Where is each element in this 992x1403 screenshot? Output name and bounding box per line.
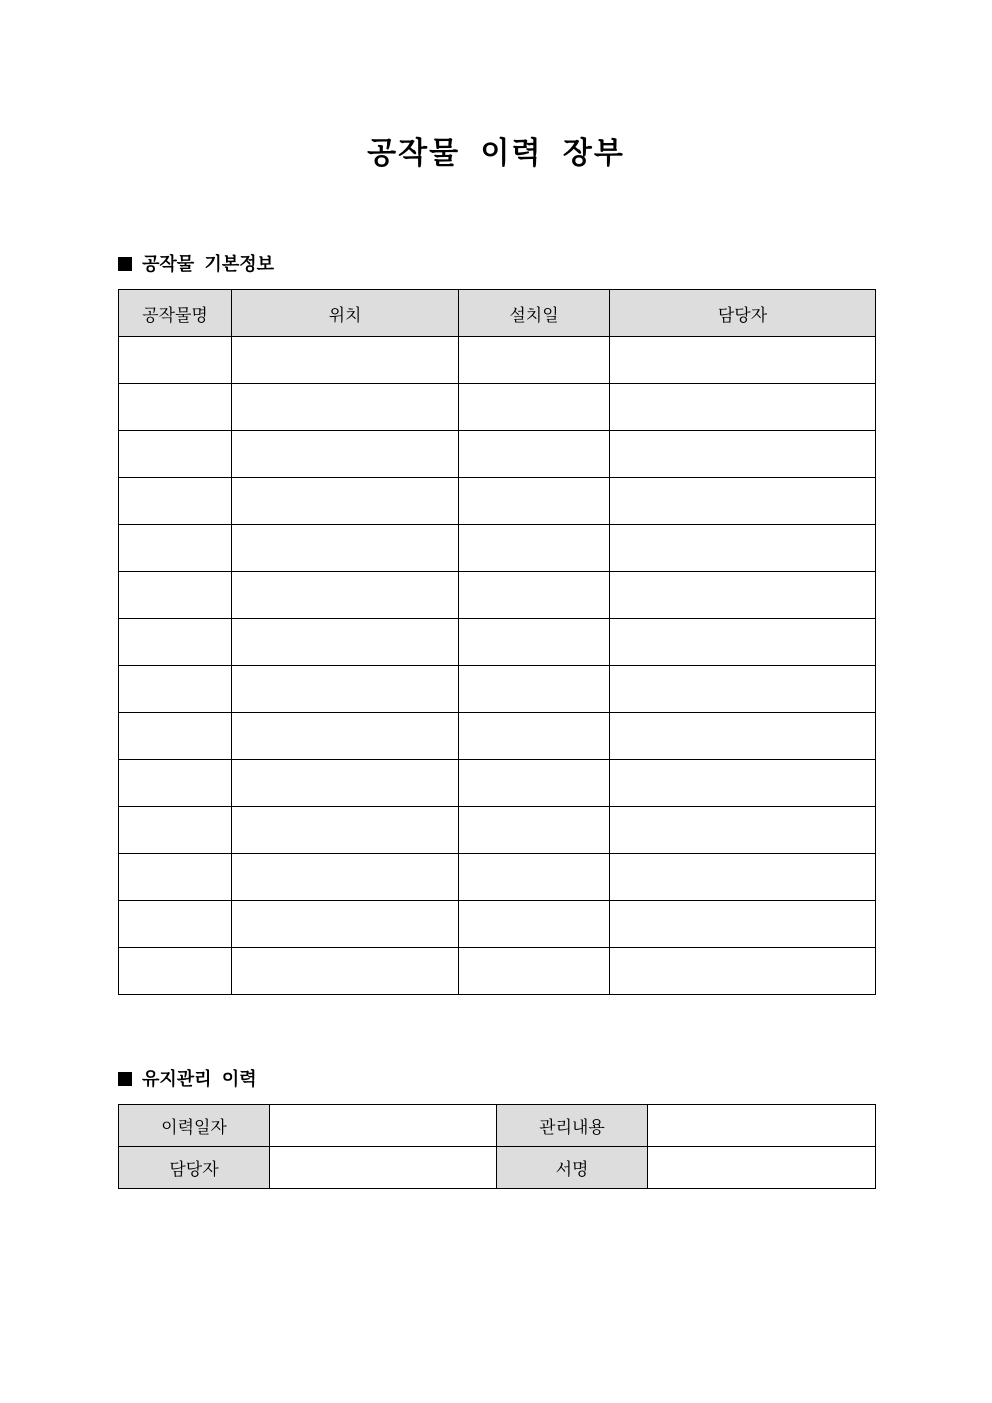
table-row	[119, 431, 876, 478]
cell-name[interactable]	[119, 431, 232, 478]
table-row	[119, 478, 876, 525]
cell-location[interactable]	[232, 713, 459, 760]
cell-name[interactable]	[119, 760, 232, 807]
history-content-label: 관리내용	[497, 1105, 648, 1147]
table-row	[119, 619, 876, 666]
table-row	[119, 854, 876, 901]
section-heading-label: 유지관리 이력	[142, 1069, 257, 1090]
table-row	[119, 713, 876, 760]
history-date-field[interactable]	[270, 1105, 497, 1147]
table-row	[119, 901, 876, 948]
cell-name[interactable]	[119, 854, 232, 901]
cell-install-date[interactable]	[459, 854, 610, 901]
table-row	[119, 337, 876, 384]
table-row	[119, 807, 876, 854]
cell-manager[interactable]	[610, 478, 876, 525]
table-row	[119, 1105, 876, 1147]
square-bullet-icon	[118, 257, 132, 271]
cell-install-date[interactable]	[459, 384, 610, 431]
cell-location[interactable]	[232, 854, 459, 901]
cell-location[interactable]	[232, 619, 459, 666]
cell-location[interactable]	[232, 572, 459, 619]
cell-install-date[interactable]	[459, 760, 610, 807]
cell-manager[interactable]	[610, 807, 876, 854]
table-row	[119, 948, 876, 995]
cell-name[interactable]	[119, 337, 232, 384]
section-heading-basic-info	[118, 253, 274, 277]
cell-location[interactable]	[232, 807, 459, 854]
cell-manager[interactable]	[610, 854, 876, 901]
table-row	[119, 1147, 876, 1189]
history-signature-field[interactable]	[648, 1147, 876, 1189]
cell-install-date[interactable]	[459, 713, 610, 760]
cell-name[interactable]	[119, 384, 232, 431]
history-manager-label: 담당자	[119, 1147, 270, 1189]
cell-manager[interactable]	[610, 619, 876, 666]
square-bullet-icon	[118, 1072, 132, 1086]
history-content-field[interactable]	[648, 1105, 876, 1147]
table-header-row	[119, 290, 876, 337]
cell-name[interactable]	[119, 478, 232, 525]
cell-manager[interactable]	[610, 901, 876, 948]
cell-install-date[interactable]	[459, 478, 610, 525]
cell-manager[interactable]	[610, 572, 876, 619]
column-header-manager: 담당자	[610, 290, 876, 337]
history-manager-field[interactable]	[270, 1147, 497, 1189]
cell-install-date[interactable]	[459, 572, 610, 619]
cell-install-date[interactable]	[459, 619, 610, 666]
section-heading-label: 공작물 기본정보	[142, 254, 274, 275]
history-signature-label: 서명	[497, 1147, 648, 1189]
cell-location[interactable]	[232, 384, 459, 431]
cell-manager[interactable]	[610, 384, 876, 431]
cell-name[interactable]	[119, 572, 232, 619]
cell-manager[interactable]	[610, 525, 876, 572]
cell-location[interactable]	[232, 901, 459, 948]
cell-manager[interactable]	[610, 948, 876, 995]
column-header-location: 위치	[232, 290, 459, 337]
cell-name[interactable]	[119, 525, 232, 572]
cell-location[interactable]	[232, 337, 459, 384]
cell-name[interactable]	[119, 901, 232, 948]
history-date-label: 이력일자	[119, 1105, 270, 1147]
column-header-install-date: 설치일	[459, 290, 610, 337]
cell-manager[interactable]	[610, 666, 876, 713]
cell-manager[interactable]	[610, 337, 876, 384]
cell-install-date[interactable]	[459, 525, 610, 572]
cell-install-date[interactable]	[459, 901, 610, 948]
column-header-name: 공작물명	[119, 290, 232, 337]
cell-location[interactable]	[232, 760, 459, 807]
cell-name[interactable]	[119, 619, 232, 666]
cell-location[interactable]	[232, 948, 459, 995]
cell-install-date[interactable]	[459, 807, 610, 854]
cell-location[interactable]	[232, 666, 459, 713]
basic-info-table	[118, 289, 876, 995]
cell-install-date[interactable]	[459, 337, 610, 384]
page-title: 공작물 이력 장부	[367, 136, 625, 171]
cell-location[interactable]	[232, 478, 459, 525]
table-row	[119, 384, 876, 431]
cell-name[interactable]	[119, 666, 232, 713]
cell-manager[interactable]	[610, 431, 876, 478]
maintenance-history-table	[118, 1104, 876, 1189]
table-row	[119, 760, 876, 807]
cell-manager[interactable]	[610, 760, 876, 807]
cell-name[interactable]	[119, 713, 232, 760]
cell-install-date[interactable]	[459, 431, 610, 478]
cell-install-date[interactable]	[459, 948, 610, 995]
table-row	[119, 572, 876, 619]
table-row	[119, 666, 876, 713]
cell-location[interactable]	[232, 431, 459, 478]
cell-install-date[interactable]	[459, 666, 610, 713]
cell-name[interactable]	[119, 948, 232, 995]
section-heading-maintenance-history	[118, 1068, 257, 1092]
table-row	[119, 525, 876, 572]
cell-name[interactable]	[119, 807, 232, 854]
cell-manager[interactable]	[610, 713, 876, 760]
cell-location[interactable]	[232, 525, 459, 572]
